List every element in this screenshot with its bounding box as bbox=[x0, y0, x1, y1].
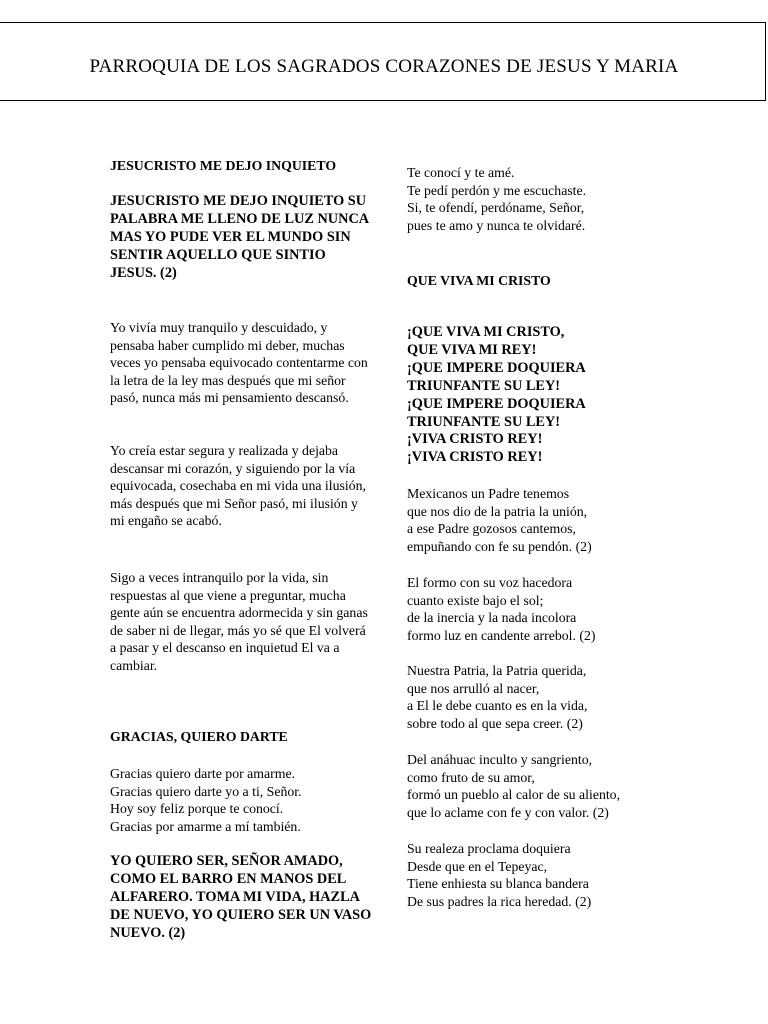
verse-line: pues te amo y nunca te olvidaré. bbox=[407, 217, 586, 233]
song-title-que-viva: QUE VIVA MI CRISTO bbox=[407, 273, 551, 288]
verse-line: Del anáhuac inculto y sangriento, bbox=[407, 752, 593, 767]
chorus-line: TRIUNFANTE SU LEY! bbox=[407, 377, 561, 394]
song-title-jesucristo: JESUCRISTO ME DEJO INQUIETO bbox=[110, 158, 337, 173]
verse-line: Hoy soy feliz porque te conocí. bbox=[110, 801, 284, 817]
chorus-gracias: YO QUIERO SER, SEÑOR AMADO, COMO EL BARRO EN MANOS DEL ALFARERO. TOMA MI VIDA, HAZLA DE NUEVO, YO QUIERO SER UN VASO NUEVO. (2) bbox=[110, 853, 372, 941]
verse-5-que-viva bbox=[407, 840, 591, 910]
verse-1-gracias bbox=[110, 765, 302, 835]
page-title: PARROQUIA DE LOS SAGRADOS CORAZONES DE JESUS Y MARIA bbox=[89, 56, 679, 77]
chorus-jesucristo: JESUCRISTO ME DEJO INQUIETO SU PALABRA ME LLENO DE LUZ NUNCA MAS YO PUDE VER EL MUNDO SIN SENTIR AQUELLO QUE SINTIO JESUS. (2) bbox=[110, 193, 369, 281]
verse-line: que nos dio de la patria la unión, bbox=[407, 503, 588, 519]
verse-line: Gracias quiero darte yo a ti, Señor. bbox=[110, 783, 302, 799]
verse-line: formó un pueblo al calor de su aliento, bbox=[407, 787, 621, 803]
verse-line: a ese Padre gozosos cantemos, bbox=[407, 521, 576, 537]
chorus-line: ¡QUE VIVA MI CRISTO, bbox=[407, 324, 565, 340]
verse-4-que-viva bbox=[407, 751, 620, 821]
verse-2-que-viva bbox=[407, 574, 595, 644]
verse-1-que-viva bbox=[407, 485, 592, 555]
verse-line: Gracias quiero darte por amarme. bbox=[110, 766, 296, 781]
verse-line: de la inercia y la nada incolora bbox=[407, 610, 577, 626]
verse-2-jesucristo: Yo creía estar segura y realizada y dejaba descansar mi corazón, y siguiendo por la vía equivocada, cosechaba en mi vida una ilusión, más después que mi Señor pasó, mi ilusión y mi engaño se acabó. bbox=[110, 443, 366, 529]
verse-line: Nuestra Patria, la Patria querida, bbox=[407, 663, 587, 678]
chorus-que-viva bbox=[407, 324, 586, 467]
verse-line: De sus padres la rica heredad. (2) bbox=[407, 893, 592, 909]
verse-1-jesucristo: Yo vivía muy tranquilo y descuidado, y pensaba haber cumplido mi deber, muchas veces yo pensaba equivocado contentarme con la letra de la ley mas después que mi señor pasó, nunca más mi pensamiento descansó. bbox=[110, 320, 368, 406]
verse-line: Su realeza proclama doquiera bbox=[407, 841, 571, 856]
verse-line: formo luz en candente arrebol. (2) bbox=[407, 627, 596, 643]
verse-line: que lo aclame con fe y con valor. (2) bbox=[407, 804, 609, 820]
verse-line: como fruto de su amor, bbox=[407, 769, 535, 785]
verse-line: El formo con su voz hacedora bbox=[407, 575, 573, 590]
chorus-line: ¡QUE IMPERE DOQUIERA bbox=[407, 395, 586, 412]
verse-line: Te pedí perdón y me escuchaste. bbox=[407, 182, 587, 198]
chorus-line: TRIUNFANTE SU LEY! bbox=[407, 413, 561, 430]
verse-line: empuñando con fe su pendón. (2) bbox=[407, 538, 592, 554]
song-title-gracias: GRACIAS, QUIERO DARTE bbox=[110, 729, 288, 744]
verse-line: cuanto existe bajo el sol; bbox=[407, 592, 544, 608]
verse-line: Desde que en el Tepeyac, bbox=[407, 858, 548, 874]
verse-2-gracias bbox=[407, 164, 586, 234]
verse-line: sobre todo al que sepa creer. (2) bbox=[407, 715, 583, 731]
verse-line: a El le debe cuanto es en la vida, bbox=[407, 698, 588, 714]
verse-line: Gracias por amarme a mí también. bbox=[110, 818, 301, 834]
chorus-line: ¡QUE IMPERE DOQUIERA bbox=[407, 359, 586, 376]
chorus-line: ¡VIVA CRISTO REY! bbox=[407, 449, 543, 466]
verse-line: Te conocí y te amé. bbox=[407, 165, 515, 180]
verse-line: que nos arrulló al nacer, bbox=[407, 680, 540, 696]
verse-line: Si, te ofendí, perdóname, Señor, bbox=[407, 200, 585, 216]
verse-line: Mexicanos un Padre tenemos bbox=[407, 486, 570, 501]
verse-3-que-viva bbox=[407, 662, 587, 732]
verse-line: Tiene enhiesta su blanca bandera bbox=[407, 876, 589, 892]
verse-3-jesucristo: Sigo a veces intranquilo por la vida, sin respuestas al que viene a preguntar, mucha gente aún se encuentra adormecida y sin ganas de saber ni de llegar, más yo sé que El volverá a pasar y el descanso en inquietud El va a cambiar. bbox=[110, 570, 368, 673]
chorus-line: QUE VIVA MI REY! bbox=[407, 341, 537, 358]
chorus-line: ¡VIVA CRISTO REY! bbox=[407, 431, 543, 448]
